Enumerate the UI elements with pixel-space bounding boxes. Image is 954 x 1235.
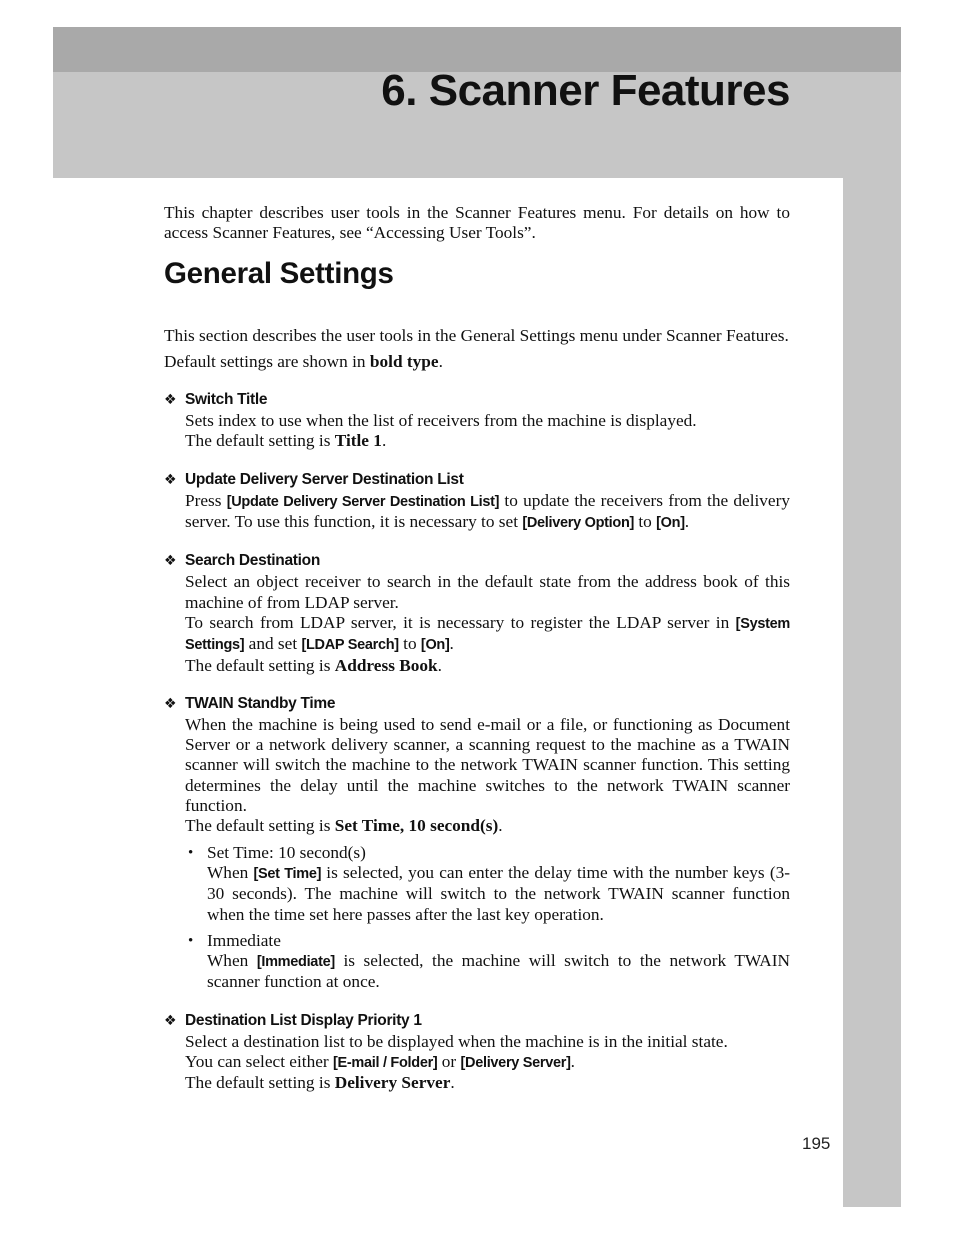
setting-heading-label: Search Destination xyxy=(185,552,321,570)
text-segment: To search from LDAP server, it is necessary to register the LDAP server in xyxy=(185,612,736,632)
key-name: [On] xyxy=(420,637,450,654)
setting-heading xyxy=(164,468,790,491)
setting-text: Select a destination list to be displayed when the machine is in the initial state. xyxy=(185,1031,728,1051)
text-segment: . xyxy=(570,1052,575,1072)
setting-heading xyxy=(164,692,790,715)
default-suffix: . xyxy=(381,431,387,451)
default-note-bold: bold type xyxy=(369,351,439,371)
section-title: General Settings xyxy=(164,256,394,290)
text-segment: When xyxy=(207,862,254,882)
default-note-suffix: . xyxy=(438,351,443,371)
default-suffix: . xyxy=(498,816,503,836)
text-segment: to xyxy=(634,512,657,532)
chapter-title: 6. Scanner Features xyxy=(381,66,790,115)
default-value: Set Time, 10 second(s) xyxy=(334,816,499,836)
option-description xyxy=(207,863,790,925)
section-description: This section describes the user tools in the General Settings menu under Scanner Features. xyxy=(164,325,789,345)
setting-default xyxy=(185,656,790,676)
setting-text: Sets index to use when the list of receivers from the machine is displayed. xyxy=(185,411,697,431)
default-suffix: . xyxy=(437,655,442,675)
bullet-dot-icon: • xyxy=(188,932,194,949)
default-prefix: The default setting is xyxy=(185,816,335,836)
setting-heading xyxy=(164,1009,790,1032)
setting-heading-label: TWAIN Standby Time xyxy=(185,694,336,712)
text-segment: to update the receivers from the delivery server. To use this function, it is necessary to set xyxy=(185,490,790,532)
bullet-dot-icon: • xyxy=(188,844,194,861)
setting-body xyxy=(164,572,790,675)
setting-body xyxy=(164,411,790,452)
option-item xyxy=(185,843,790,925)
setting-default xyxy=(185,816,790,836)
option-description xyxy=(207,951,790,993)
default-prefix: The default setting is xyxy=(185,655,335,675)
page-number: 195 xyxy=(802,1134,831,1153)
key-name: [Set Time] xyxy=(253,865,322,882)
text-segment: is selected, you can enter the delay time with the number keys (3-30 seconds). The machine will switch to the network TWAIN scanner function when the time set here passes after the last key operation. xyxy=(207,862,790,924)
setting-body xyxy=(164,491,790,534)
setting-text xyxy=(185,613,790,656)
setting-heading-label: Update Delivery Server Destination List xyxy=(185,470,464,488)
text-segment: Press xyxy=(185,490,227,510)
default-value: Delivery Server xyxy=(334,1073,451,1093)
setting-heading-label: Destination List Display Priority 1 xyxy=(185,1011,422,1029)
diamond-bullet-icon: ❖ xyxy=(164,470,177,487)
option-label: Set Time: 10 second(s) xyxy=(207,842,366,862)
setting-text: When the machine is being used to send e-mail or a file, or functioning as Document Server or a network delivery scanner, a scanning request to the machine as a TWAIN scanner will switch the machine to the network TWAIN scanner function. This setting determines the delay until the machine switches to the network TWAIN scanner function. xyxy=(185,714,790,816)
setting-heading xyxy=(164,549,790,572)
default-value: Title 1 xyxy=(334,431,382,451)
setting-update-delivery-list xyxy=(164,468,790,534)
text-segment: When xyxy=(207,951,257,971)
key-name: [LDAP Search] xyxy=(301,637,399,654)
text-segment: or xyxy=(437,1052,461,1072)
chapter-side-bar xyxy=(843,178,901,1207)
key-name: [Delivery Server] xyxy=(460,1055,571,1072)
option-item xyxy=(185,931,790,993)
setting-twain-standby-time xyxy=(164,692,790,993)
default-value: Address Book xyxy=(334,655,438,675)
key-name: [System Settings] xyxy=(185,615,790,654)
default-note-prefix: Default settings are shown in xyxy=(164,351,370,371)
setting-destination-priority xyxy=(164,1009,790,1094)
text-segment: is selected, the machine will switch to the network TWAIN scanner function at once. xyxy=(207,951,790,992)
setting-text xyxy=(185,1052,790,1073)
setting-default xyxy=(185,431,790,451)
key-name: [Immediate] xyxy=(256,954,335,971)
option-list xyxy=(185,843,790,993)
text-segment: and set xyxy=(244,634,302,654)
default-prefix: The default setting is xyxy=(185,431,335,451)
page-content xyxy=(164,203,790,1110)
key-name: [Delivery Option] xyxy=(522,515,635,532)
setting-text xyxy=(185,491,790,534)
setting-heading-label: Switch Title xyxy=(185,391,268,409)
option-label: Immediate xyxy=(207,930,281,950)
key-name: [On] xyxy=(656,515,685,532)
default-prefix: The default setting is xyxy=(185,1073,335,1093)
setting-text: Select an object receiver to search in the default state from the address book of this machine of from LDAP server. xyxy=(185,572,790,612)
default-settings-note xyxy=(164,352,790,372)
text-segment: . xyxy=(684,512,690,532)
key-name: [Update Delivery Server Destination List] xyxy=(226,493,500,510)
key-name: [E-mail / Folder] xyxy=(332,1055,438,1072)
text-segment: to xyxy=(398,634,421,654)
diamond-bullet-icon: ❖ xyxy=(164,694,177,711)
text-segment: . xyxy=(449,634,454,654)
default-suffix: . xyxy=(450,1073,455,1093)
setting-search-destination xyxy=(164,549,790,675)
setting-switch-title xyxy=(164,388,790,452)
diamond-bullet-icon: ❖ xyxy=(164,552,177,569)
diamond-bullet-icon: ❖ xyxy=(164,1011,177,1028)
diamond-bullet-icon: ❖ xyxy=(164,391,177,408)
setting-heading xyxy=(164,388,790,411)
text-segment: You can select either xyxy=(185,1052,333,1072)
setting-body xyxy=(164,1032,790,1094)
setting-default xyxy=(185,1073,790,1093)
setting-body xyxy=(164,715,790,993)
intro-paragraph: This chapter describes user tools in the Scanner Features menu. For details on how to access Scanner Features, see “Accessing User Tools”. xyxy=(164,203,790,243)
